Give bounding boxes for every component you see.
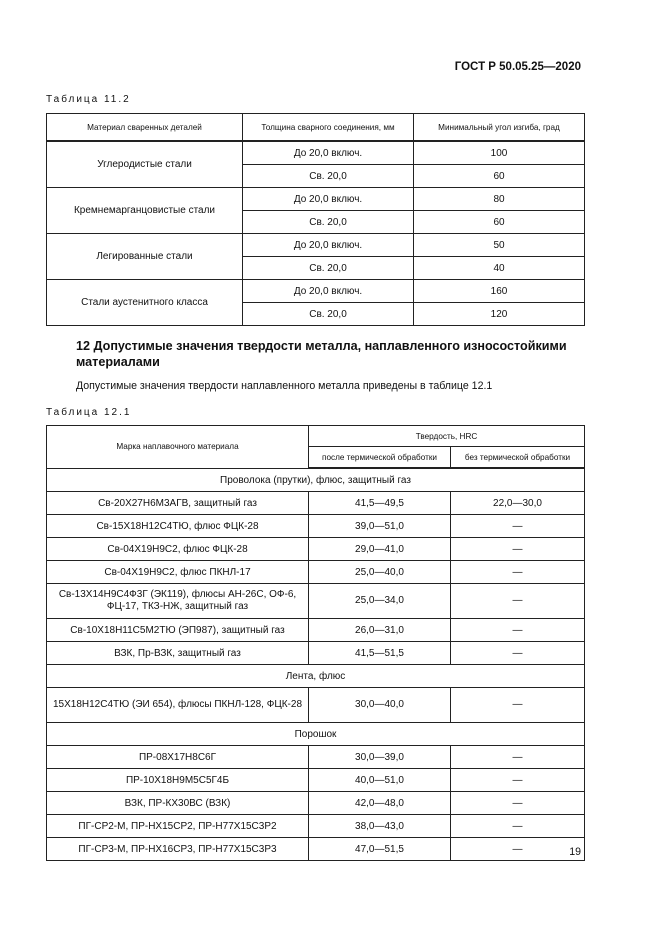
material-cell: Легированные стали (47, 234, 243, 280)
material-cell: 15Х18Н12С4ТЮ (ЭИ 654), флюсы ПКНЛ-128, ФЦК-28 (47, 688, 309, 723)
thickness-cell: Св. 20,0 (243, 211, 414, 234)
hardness-after-cell: 39,0—51,0 (309, 515, 451, 538)
table-row (47, 515, 585, 538)
column-header: Толщина сварного соединения, мм (243, 114, 414, 142)
thickness-cell: До 20,0 включ. (243, 234, 414, 257)
angle-cell: 160 (414, 280, 585, 303)
material-cell: Св-04Х19Н9С2, флюс ПКНЛ-17 (47, 561, 309, 584)
material-cell: ВЗК, ПР-КХ30ВС (ВЗК) (47, 792, 309, 815)
table-12-1 (46, 425, 585, 861)
hardness-after-cell: 38,0—43,0 (309, 815, 451, 838)
hardness-without-cell: — (451, 815, 585, 838)
column-header: без термической обработки (451, 447, 585, 469)
hardness-after-cell: 25,0—40,0 (309, 561, 451, 584)
hardness-after-cell: 30,0—39,0 (309, 746, 451, 769)
hardness-after-cell: 26,0—31,0 (309, 619, 451, 642)
material-cell: Стали аустенитного класса (47, 280, 243, 326)
material-cell: Св-04Х19Н9С2, флюс ФЦК-28 (47, 538, 309, 561)
material-cell: ПГ-СР3-М, ПР-НХ16СР3, ПР-Н77Х15С3Р3 (47, 838, 309, 861)
table-row (47, 769, 585, 792)
table-row (47, 141, 585, 165)
angle-cell: 50 (414, 234, 585, 257)
section-heading: 12 Допустимые значения твердости металла, наплавленного износостойкими материалами (76, 339, 567, 369)
hardness-without-cell: — (451, 688, 585, 723)
page-number: 19 (569, 846, 581, 858)
table-header-row (47, 114, 585, 142)
hardness-after-cell: 30,0—40,0 (309, 688, 451, 723)
thickness-cell: Св. 20,0 (243, 165, 414, 188)
material-cell: Св-20Х27Н6М3АГВ, защитный газ (47, 492, 309, 515)
material-cell: Св-13Х14Н9С4Ф3Г (ЭК119), флюсы АН-26С, ОФ-6, ФЦ-17, ТКЗ-НЖ, защитный газ (47, 584, 309, 619)
material-cell: Углеродистые стали (47, 141, 243, 188)
group-row (47, 665, 585, 688)
table-row (47, 492, 585, 515)
material-cell: ПР-10Х18Н9М5С5Г4Б (47, 769, 309, 792)
hardness-without-cell: — (451, 838, 585, 861)
thickness-cell: До 20,0 включ. (243, 188, 414, 211)
table-row (47, 838, 585, 861)
angle-cell: 120 (414, 303, 585, 326)
hardness-without-cell: 22,0—30,0 (451, 492, 585, 515)
material-cell: ПР-08Х17Н8С6Г (47, 746, 309, 769)
hardness-after-cell: 41,5—49,5 (309, 492, 451, 515)
table-row (47, 280, 585, 303)
material-cell: Кремнемарганцовистые стали (47, 188, 243, 234)
table-row (47, 584, 585, 619)
hardness-without-cell: — (451, 515, 585, 538)
angle-cell: 60 (414, 165, 585, 188)
hardness-without-cell: — (451, 792, 585, 815)
group-title: Лента, флюс (47, 665, 585, 688)
section-text: Допустимые значения твердости наплавленного металла приведены в таблице 12.1 (76, 380, 493, 392)
hardness-after-cell: 40,0—51,0 (309, 769, 451, 792)
angle-cell: 40 (414, 257, 585, 280)
table-row (47, 642, 585, 665)
hardness-without-cell: — (451, 642, 585, 665)
material-cell: ВЗК, Пр-ВЗК, защитный газ (47, 642, 309, 665)
angle-cell: 100 (414, 141, 585, 165)
table-header-row (47, 426, 585, 447)
table-11-2 (46, 113, 585, 326)
hardness-without-cell: — (451, 561, 585, 584)
table-11-2-caption: Таблица 11.2 (46, 94, 131, 105)
table-row (47, 792, 585, 815)
hardness-without-cell: — (451, 619, 585, 642)
hardness-after-cell: 47,0—51,5 (309, 838, 451, 861)
column-header: Марка наплавочного материала (47, 426, 309, 469)
angle-cell: 80 (414, 188, 585, 211)
group-title: Проволока (прутки), флюс, защитный газ (47, 468, 585, 492)
thickness-cell: Св. 20,0 (243, 303, 414, 326)
thickness-cell: До 20,0 включ. (243, 280, 414, 303)
column-header: Твердость, HRC (309, 426, 585, 447)
hardness-after-cell: 42,0—48,0 (309, 792, 451, 815)
column-header: Материал сваренных деталей (47, 114, 243, 142)
table-row (47, 746, 585, 769)
column-header: после термической обработки (309, 447, 451, 469)
group-row (47, 468, 585, 492)
material-cell: ПГ-СР2-М, ПР-НХ15СР2, ПР-Н77Х15С3Р2 (47, 815, 309, 838)
table-row (47, 688, 585, 723)
hardness-after-cell: 25,0—34,0 (309, 584, 451, 619)
hardness-without-cell: — (451, 538, 585, 561)
hardness-without-cell: — (451, 584, 585, 619)
hardness-without-cell: — (451, 746, 585, 769)
group-title: Порошок (47, 723, 585, 746)
table-row (47, 188, 585, 211)
hardness-without-cell: — (451, 769, 585, 792)
thickness-cell: Св. 20,0 (243, 257, 414, 280)
material-cell: Св-10Х18Н11С5М2ТЮ (ЭП987), защитный газ (47, 619, 309, 642)
angle-cell: 60 (414, 211, 585, 234)
table-row (47, 815, 585, 838)
hardness-after-cell: 29,0—41,0 (309, 538, 451, 561)
group-row (47, 723, 585, 746)
table-row (47, 561, 585, 584)
thickness-cell: До 20,0 включ. (243, 141, 414, 165)
hardness-after-cell: 41,5—51,5 (309, 642, 451, 665)
material-cell: Св-15Х18Н12С4ТЮ, флюс ФЦК-28 (47, 515, 309, 538)
table-row (47, 538, 585, 561)
table-row (47, 234, 585, 257)
column-header: Минимальный угол изгиба, град (414, 114, 585, 142)
standard-code: ГОСТ Р 50.05.25—2020 (454, 61, 581, 73)
table-12-1-caption: Таблица 12.1 (46, 407, 132, 418)
table-row (47, 619, 585, 642)
